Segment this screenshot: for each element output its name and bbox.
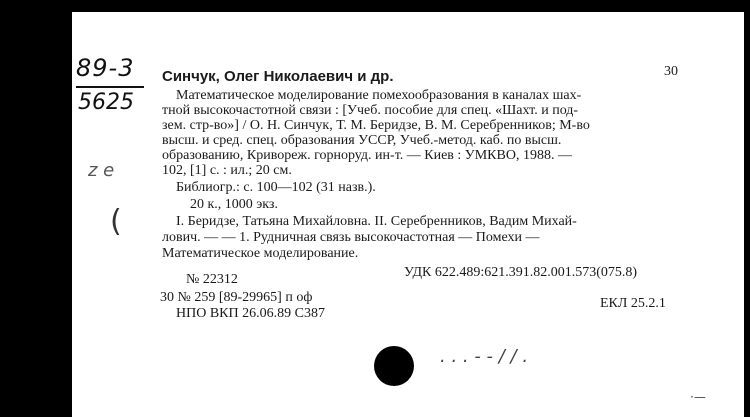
- card-number: № 22312: [186, 272, 238, 287]
- page-number: 30: [664, 64, 678, 79]
- price-and-run: 20 к., 1000 экз.: [190, 197, 278, 212]
- body-line-2: тной высокочастотной связи : [Учеб. пособие для спец. «Шахт. и под-: [162, 103, 579, 118]
- author-line: Синчук, Олег Николаевич и др.: [162, 68, 394, 85]
- shelf-mark-bottom: 5625: [78, 90, 134, 115]
- subject-line-2: лович. — — 1. Рудничная связь высокочастотная — Помехи —: [162, 230, 540, 245]
- scan-left-border: [0, 0, 72, 417]
- handwritten-bracket: (: [110, 204, 122, 239]
- body-line-1: Математическое моделирование помехообразования в каналах шах-: [176, 88, 582, 103]
- corner-mark: ·—: [690, 390, 706, 404]
- npo-line: НПО ВКП 26.06.89 С387: [176, 306, 325, 321]
- order-line: 30 № 259 [89-29965] п оф: [160, 290, 313, 305]
- body-line-4: высш. и сред. спец. образования УССР, Учеб.-метод. каб. по высш.: [162, 133, 562, 148]
- ekl-code: ЕКЛ 25.2.1: [600, 296, 666, 311]
- shelf-mark-divider: [76, 86, 144, 88]
- body-line-3: зем. стр-во»] / О. Н. Синчук, Т. М. Беридзе, В. М. Серебренников; М-во: [162, 118, 590, 133]
- bibliography-note: Библиогр.: с. 100—102 (31 назв.).: [176, 180, 376, 195]
- bottom-scribble: . . . - - / / .: [440, 346, 529, 367]
- subject-line-1: I. Беридзе, Татьяна Михайловна. II. Серебренников, Вадим Михай-: [176, 214, 577, 229]
- body-line-6: 102, [1] с. : ил.; 20 см.: [162, 163, 292, 178]
- punch-hole: [374, 346, 414, 386]
- body-line-5: образованию, Кривореж. горноруд. ин-т. — Киев : УМКВО, 1988. —: [162, 148, 572, 163]
- shelf-mark-top: 89-3: [76, 54, 135, 82]
- subject-line-3: Математическое моделирование.: [162, 246, 359, 261]
- udk-code: УДК 622.489:621.391.82.001.573(075.8): [404, 265, 638, 280]
- handwritten-scribble: z e: [88, 160, 115, 181]
